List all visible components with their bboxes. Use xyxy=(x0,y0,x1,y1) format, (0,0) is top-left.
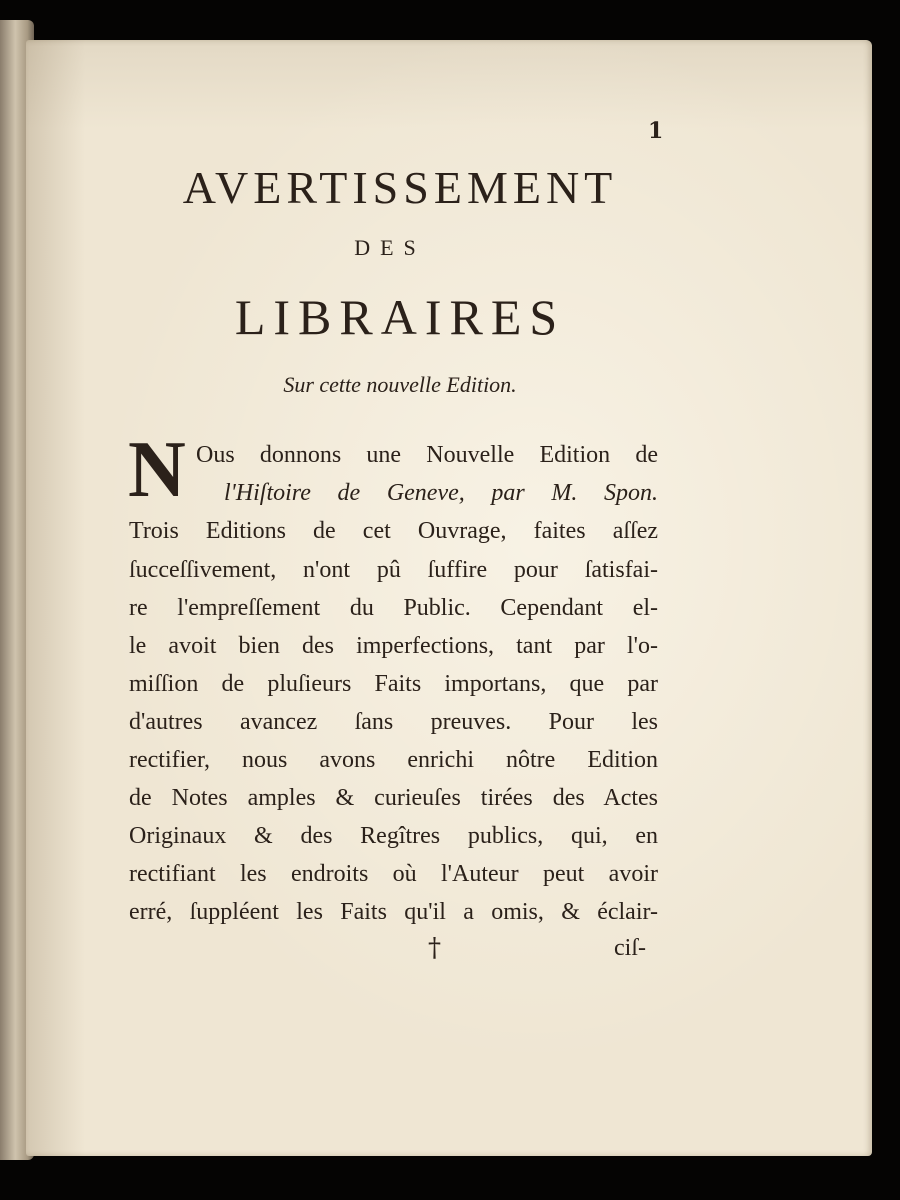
body-line: Originaux & des Regîtres publics, qui, en xyxy=(129,823,658,849)
body-line: ſucceſſivement, n'ont pû ſuffire pour ſatisfai- xyxy=(129,557,658,583)
body-line: miſſion de pluſieurs Faits importans, que par xyxy=(129,671,658,697)
dagger-signature-mark: † xyxy=(428,933,441,963)
body-line: erré, ſuppléent les Faits qu'il a omis, & éclair- xyxy=(129,899,658,925)
body-line: re l'empreſſement du Public. Cependant el- xyxy=(129,595,658,621)
page-number: 1 xyxy=(648,118,664,144)
page-title-second: LIBRAIRES xyxy=(234,289,566,345)
title-connector: DES xyxy=(354,235,426,260)
tagline: Sur cette nouvelle Edition. xyxy=(283,372,517,397)
body-line: le avoit bien des imperfections, tant par l'o- xyxy=(129,633,658,659)
body-line: l'Hiſtoire de Geneve, par M. Spon. xyxy=(224,480,658,506)
body-line: rectifier, nous avons enrichi nôtre Edition xyxy=(129,747,658,773)
body-line: d'autres avancez ſans preuves. Pour les xyxy=(129,709,658,735)
drop-cap: N xyxy=(128,426,186,514)
catchword: ciſ- xyxy=(614,935,646,961)
body-line: Ous donnons une Nouvelle Edition de xyxy=(196,442,658,468)
body-line: de Notes amples & curieuſes tirées des Actes xyxy=(129,785,658,811)
body-line: Trois Editions de cet Ouvrage, faites aſſez xyxy=(129,518,658,544)
body-line: rectifiant les endroits où l'Auteur peut avoir xyxy=(129,861,658,887)
page-title: AVERTISSEMENT xyxy=(182,162,618,213)
